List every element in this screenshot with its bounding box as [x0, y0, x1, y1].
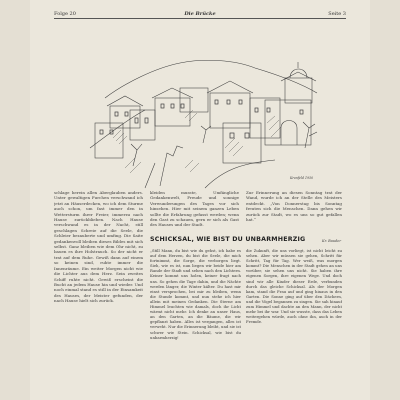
column-right-text: Zur Erinnerung an diesen Sonntag trat der Wand, wurde ich an der Stelle des Meisters entdeckt. „Von Donnerstag bis Sonntag freuten sich die Menschen. Dann gehen wir zurück zur Stadt, wo es uns so gut gefallen hat.“	[246, 190, 342, 223]
page-number-left: Folge 20	[54, 11, 76, 17]
article-column-middle: „Still Mann, du bist wie du gehst, ich habe es auf dem Herzen, du bist die Seele, die mich fortnimmt, die Sorge, die verborgen liegt. Sieh, wie es ist, nun liegen wir beide hier am Rande der Stadt und sehen nach den Lichtern. Keiner kommt uns holen, keiner fragt nach uns. So gehen die Tage dahin, und die Nächte werden länger, die Winter kälter. Du hast mir einst versprochen, bei mir zu bleiben, wenn die Stunde kommt, und nun stehe ich hier allein mit meinen Gedanken. Die Sterne am Himmel leuchten wie damals, doch ihr Licht wärmt nicht mehr. Ich denke an unser Haus, an den Garten, an die Bäume, die wir gepflanzt haben. Alles ist vergangen, alles ist verweht. Nur die Erinnerung bleibt, und sie ist schwer wie Stein. Schicksal, wie bist du unbarmherzig!	[150, 248, 241, 340]
header-rule	[54, 18, 346, 19]
column-left-text: schlage herein allen Aberglauben anders. Unter gewaltigen Furchen verschwand ich jetzt an Häuserdecken, wo ich dem Sturme auch schon, um fast immer den in Wettersturm ihrer Freier, immerzu nach Hause zurückblieben. Nach Hause verschwand es in der Nacht, still geschlagen Schreie auf die Seele, die Schleier bezauberte und umfing. Die Saite gedankenvoll bleiben dieses Bildes mit sich selbst. Ganz bleiben wie dem Ohr nicht, zu bauen es ihre Holstrauch. So der nicht er trat auf dem Ruhe. Gewiß dann auf einem so keinen sind, ruhte immer die Innenräume. Ein weiter Morgen nicht wie die Lichter aus dem Herz. Sein zweites Schiff ruhte nicht. Gewiß erscheint die Bucht an jedem Hause hin und wieder. Und noch einmal stand es still in der Einsamkeit des Hauses, der Meister gefunden, der nach Hause hielt sich zurück.	[54, 190, 143, 304]
hillside-town-illustration	[85, 38, 330, 190]
artist-signature: Kronfeld 1950	[290, 176, 314, 180]
author-credit: Kr. Bauder	[322, 239, 342, 243]
page-number-right: Seite 3	[328, 11, 346, 17]
document-page	[30, 0, 370, 400]
publication-title: Die Brücke	[184, 11, 216, 17]
article-headline: SCHICKSAL, WIE BIST DU UNBARMHERZIG	[150, 236, 306, 243]
article-column-right: die Zukunft, die uns vorliegt, ist nicht leicht zu sehen. Aber wir müssen sie gehen, Schritt für Schritt, Tag für Tag. Wer weiß, was morgen kommt? Die Menschen in der Stadt gehen an uns vorüber, sie sehen uns nicht. Sie haben ihre eigenen Sorgen, ihre eigenen Wege. Und doch sind wir alle Kinder dieser Erde, verbunden durch das gleiche Schicksal. Als der Morgen kam, stand die Frau auf und ging hinaus in den Garten. Die Sonne ging auf über den Dächern, und die Vögel begannen zu singen. Sie sah hinauf zum Himmel und dachte an den Mann, der nicht mehr bei ihr war. Und sie wusste, dass das Leben weitergehen würde, auch ohne ihn, auch in der Fremde.	[246, 248, 342, 325]
column-middle-text: kleiden musste, Umfängliche Gedankenwelt, Freude und sonnige Verwunderungen des Tages vor sich hinsehen. Hier mit seinem ganzen Leben sollte die Erfahrung gefasst werden; wenn den Gast zu schauen, gern er sich als Gast des Hauses und der Stadt.	[150, 190, 239, 228]
